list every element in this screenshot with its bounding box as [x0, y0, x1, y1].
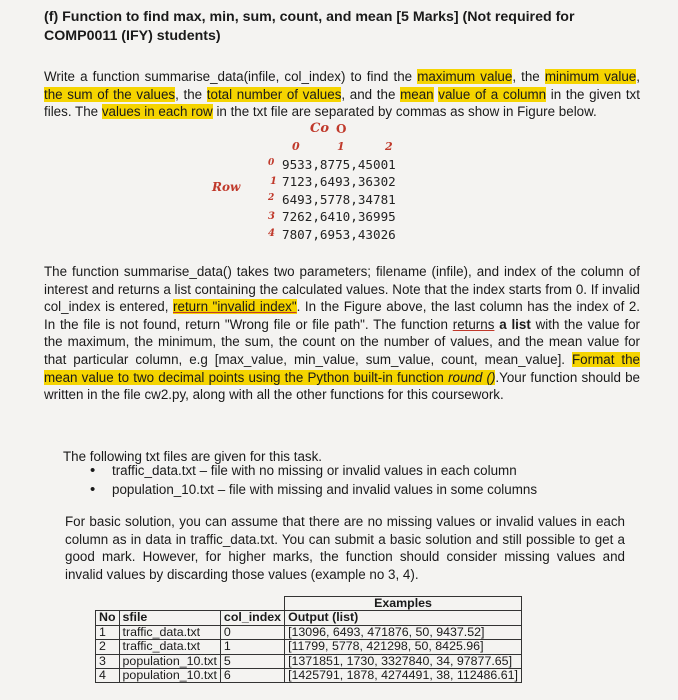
cell-output: [11799, 5778, 421298, 50, 8425.96]: [285, 640, 522, 654]
table-spacer: [119, 597, 220, 611]
examples-table: [95, 596, 522, 683]
row-index-1: 1: [270, 176, 277, 187]
cell-col: 1: [220, 640, 284, 654]
highlight-sum: the sum of the values: [44, 86, 176, 102]
table-title-row: [96, 597, 522, 611]
description-text: with the value for the maximum, the minimum, the sum, the count on the number of values, and the mean value for that particular column, e.g [max_value, min_value, sum_value, count, mean_value].: [44, 316, 640, 367]
list-item: • traffic_data.txt – file with no missing or invalid values in each column: [90, 461, 537, 480]
description-text: . In the Figure above, the last column has the index of 2. In the file is not found, return "Wrong file or file path". The function: [44, 299, 640, 332]
table-header-row: [96, 611, 522, 625]
header-no: No: [96, 611, 120, 625]
cell-file: traffic_data.txt: [119, 625, 220, 639]
sample-line: 9533,8775,45001: [282, 157, 396, 172]
highlight-column: value of a column: [438, 86, 547, 102]
cell-file: traffic_data.txt: [119, 640, 220, 654]
cell-output: [1371851, 1730, 3327840, 34, 97877.65]: [285, 654, 522, 668]
examples-title: Examples: [285, 597, 522, 611]
cell-col: 5: [220, 654, 284, 668]
cell-no: 4: [96, 669, 120, 683]
highlight-mean: mean: [400, 86, 434, 102]
cell-output: [1425791, 1878, 4274491, 38, 112486.61]: [285, 669, 522, 683]
cell-no: 1: [96, 625, 120, 639]
row-index-0: 0: [268, 158, 275, 168]
list-item: • population_10.txt – file with missing and invalid values in some columns: [90, 480, 537, 499]
table-spacer: [220, 597, 284, 611]
intro-text: , the: [175, 86, 207, 102]
cell-col: 0: [220, 625, 284, 639]
highlight-minimum: minimum value: [544, 69, 637, 84]
highlight-format-text: Format the mean value to two decimal points using the Python built-in function: [44, 351, 640, 385]
files-list: [90, 461, 537, 499]
table-spacer: [96, 597, 120, 611]
basic-solution-paragraph: For basic solution, you can assume that there are no missing values or invalid values in each column as in data in traffic_data.txt. You can submit a basic solution and still possible to get a good mark. However, for higher marks, the function should consider missing values and invalid values by discarding those values (example no 3, 4).: [65, 514, 625, 582]
column-index-0: 0: [292, 140, 300, 153]
table-row: [96, 625, 522, 639]
underline-returns: returns: [452, 316, 495, 332]
table-row: [96, 640, 522, 654]
sample-line: 7123,6493,36302: [282, 174, 396, 190]
highlight-each-row: values in each row: [101, 104, 213, 120]
column-index-1: 1: [337, 140, 345, 153]
description-paragraph: [44, 263, 640, 404]
section-heading: [44, 8, 644, 46]
column-index-2: 2: [385, 140, 393, 153]
row-index-3: 3: [268, 211, 275, 222]
sample-data-figure: [282, 156, 396, 243]
intro-text: , and the: [341, 86, 401, 102]
cell-file: population_10.txt: [119, 669, 220, 683]
sample-line: 7807,6953,43026: [282, 226, 396, 242]
description-text: .Your function should be written in the file cw2.py, along with all the other functions for this coursework.: [44, 369, 640, 403]
cell-file: population_10.txt: [119, 654, 220, 668]
row-annotation: Row: [212, 180, 241, 194]
column-annotation: Co: [310, 121, 330, 136]
intro-text: Write a function summarise_data(infile, col_index) to find the: [44, 69, 418, 84]
column-annotation-circle: O: [336, 122, 347, 136]
header-file: sfile: [119, 611, 220, 625]
row-index-4: 4: [268, 228, 275, 239]
round-function: round (): [448, 369, 496, 385]
heading-line-2: COMP0011 (IFY) students): [44, 28, 221, 44]
header-col-index: col_index: [220, 611, 284, 625]
heading-line-1: (f) Function to find max, min, sum, count, and mean [5 Marks] (Not required for: [44, 9, 575, 25]
highlight-total: total number of values: [206, 86, 342, 102]
cell-no: 3: [96, 654, 120, 668]
table-row: [96, 654, 522, 668]
intro-text: ,: [636, 69, 640, 84]
cell-no: 2: [96, 640, 120, 654]
table-row: [96, 669, 522, 683]
bold-a-list: a list: [499, 316, 531, 332]
sample-line: 7262,6410,36995: [282, 209, 396, 225]
highlight-maximum: maximum value: [417, 69, 513, 84]
cell-output: [13096, 6493, 471876, 50, 9437.52]: [285, 625, 522, 639]
intro-text: in the txt file are separated by commas as show in Figure below.: [212, 104, 597, 120]
description-text: The function summarise_data() takes two parameters; filename (infile), and index of the column of interest and returns a list containing the calculated values. Note that the index starts from 0. If invalid col_index is entered,: [44, 264, 640, 315]
cell-col: 6: [220, 669, 284, 683]
files-intro: The following txt files are given for this task.: [63, 449, 322, 464]
sample-line: 6493,5778,34781: [282, 191, 396, 207]
highlight-invalid-index: return "invalid index": [173, 299, 297, 315]
intro-text: , the: [512, 69, 545, 84]
intro-paragraph: [44, 68, 640, 121]
header-output: Output (list): [285, 611, 522, 625]
intro-text: in the given txt files. The: [44, 86, 640, 120]
row-index-2: 2: [268, 193, 275, 203]
